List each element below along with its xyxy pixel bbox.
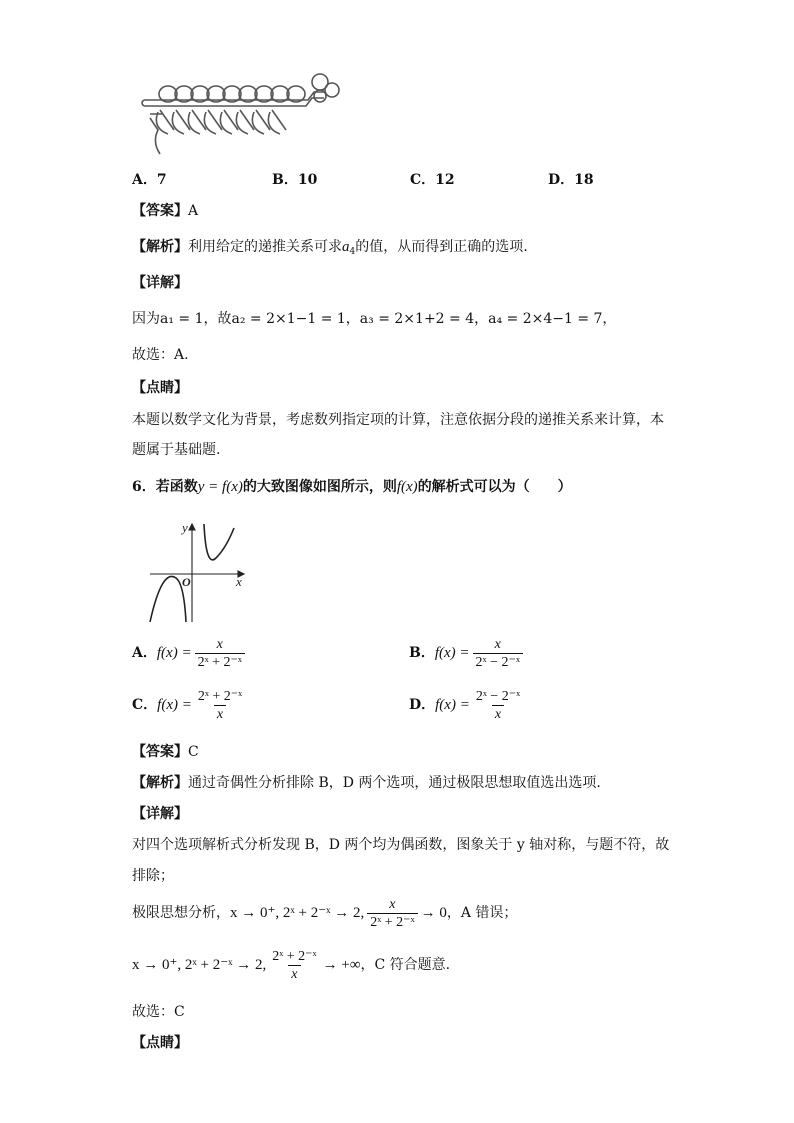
q5-analysis: 【解析】利用给定的递推关系可求$a_4$的值，从而得到正确的选项. <box>132 239 528 257</box>
curve-right <box>204 524 234 560</box>
y-axis-label: y <box>182 520 188 535</box>
q6-option-b: B．f(x) = $\frac{x}{\text{2ˣ − 2⁻ˣ}}$ <box>409 636 526 670</box>
q6-detail-line2: 排除； <box>132 868 174 884</box>
q6-limit-line2: x → 0⁺, 2ˣ + 2⁻ˣ → 2, $\frac{\text{2ˣ + 2⁻ˣ}}{x}$ → +∞，C 符合题意. <box>132 948 451 982</box>
q6-detail-line1: 对四个选项解析式分析发现 B，D 两个均为偶函数，图象关于 y 轴对称，与题不符，故 <box>132 837 670 853</box>
q6-answer: 【答案】C <box>132 744 199 760</box>
q5-comment-tag: 【点睛】 <box>132 380 188 396</box>
q6-option-d: D．f(x) = $\frac{\text{2ˣ − 2⁻ˣ}}{x}$ <box>409 688 521 722</box>
q6-limit-line1: 极限思想分析，x → 0⁺, 2ˣ + 2⁻ˣ → 2, $\frac{x}{\text{2ˣ + 2⁻ˣ}}$ → 0，A 错误； <box>132 896 518 930</box>
q6-option-a: A．f(x) = $\frac{x}{\text{2ˣ + 2⁻ˣ}}$ <box>132 636 248 670</box>
q5-option-b: B．10 <box>272 172 318 188</box>
q5-answer: 【答案】A <box>132 203 199 219</box>
q6-function-graph <box>146 518 250 626</box>
q5-comment-line1: 本题以数学文化为背景，考虑数列指定项的计算，注意依据分段的递推关系来计算，本 <box>132 412 664 428</box>
chinese-rings-figure <box>138 72 348 156</box>
q5-detail-tag: 【详解】 <box>132 275 188 291</box>
curve-left <box>150 576 186 622</box>
q6-option-c: C．f(x) = $\frac{\text{2ˣ + 2⁻ˣ}}{x}$ <box>132 688 243 722</box>
q5-choose: 故选：A. <box>132 347 189 363</box>
q5-option-a: A．7 <box>132 172 167 188</box>
q5-option-d: D．18 <box>548 172 594 188</box>
x-axis-label: x <box>236 574 242 589</box>
q6-analysis: 【解析】通过奇偶性分析排除 B，D 两个选项，通过极限思想取值选出选项. <box>132 775 601 791</box>
q6-detail-tag: 【详解】 <box>132 806 188 822</box>
q6-stem: 6．若函数y = f(x)的大致图像如图所示，则f(x)的解析式可以为（ ） <box>132 479 572 495</box>
q5-option-c: C．12 <box>410 172 455 188</box>
q5-detail-text: 因为a₁ = 1，故a₂ = 2×1−1 = 1，a₃ = 2×1+2 = 4，a₄ = 2×4−1 = 7， <box>132 311 617 327</box>
origin-label: O <box>182 575 191 589</box>
q5-comment-line2: 题属于基础题. <box>132 442 221 458</box>
q6-comment-tag: 【点睛】 <box>132 1035 188 1051</box>
q6-choose: 故选：C <box>132 1004 185 1020</box>
